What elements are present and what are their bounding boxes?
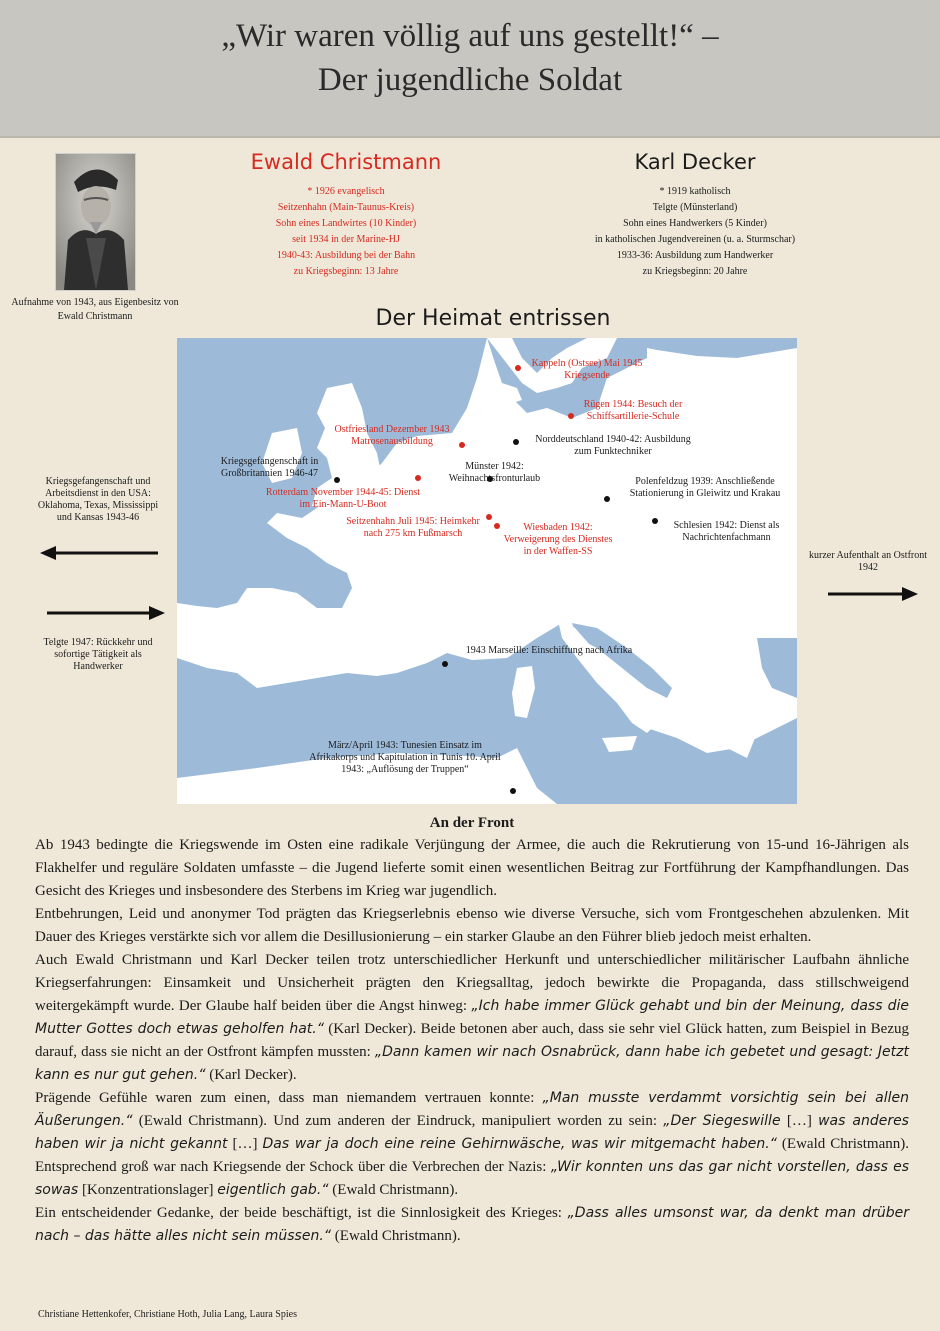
text-run: (Ewald Christmann). Und zum anderen der Eindruck, manipuliert worden zu sein: xyxy=(132,1113,664,1129)
map-label-polen: Polenfeldzug 1939: Anschließende Stationierung in Gleiwitz und Krakau xyxy=(629,476,781,499)
info-line: Telgte (Münsterland) xyxy=(652,202,738,213)
quote: „Dann kamen wir nach Osnabrück, dann habe ich gebetet und gesagt: Jetzt kann es nur gut gehen.“ xyxy=(35,1044,909,1083)
map-label-rotterdam: Rotterdam November 1944-45: Dienst im Ein-Mann-U-Boot xyxy=(265,487,421,510)
ostfront-note: kurzer Aufenthalt an Ostfront 1942 xyxy=(808,550,928,573)
info-line: zu Kriegsbeginn: 20 Jahre xyxy=(642,266,748,277)
text-run: Prägende Gefühle waren zum einen, dass man niemandem vertrauen konnte: xyxy=(35,1090,543,1106)
title-line-1: „Wir waren völlig auf uns gestellt!“ – xyxy=(221,18,719,54)
text-run: (Karl Decker). Beide betonen aber auch, dass sie sehr viel Glück hatten, zum Beispiel in Bezug darauf, dass sie nicht an der Ostfront kämpfen mussten: xyxy=(35,1021,909,1060)
map-label-kappeln: Kappeln (Ostsee) Mai 1945 Kriegsende xyxy=(531,358,643,381)
person-ewald-christmann xyxy=(236,150,456,280)
paragraph xyxy=(35,1087,909,1202)
info-line: 1940-43: Ausbildung bei der Bahn xyxy=(276,250,416,261)
map-marker-marseille xyxy=(442,661,448,667)
map-label-schlesien: Schlesien 1942: Dienst als Nachrichtenfachmann xyxy=(673,520,780,543)
text-run: […] xyxy=(780,1113,819,1129)
info-line: 1933-36: Ausbildung zum Handwerker xyxy=(616,250,774,261)
map-marker-tunis xyxy=(510,788,516,794)
map-marker-ostfriesland xyxy=(459,442,465,448)
right-arrow-icon xyxy=(45,606,165,620)
map-label-muenster: Münster 1942: Weihnachtsfronturlaub xyxy=(448,461,541,484)
right-arrow-icon xyxy=(826,587,918,601)
map-marker-rotterdam xyxy=(415,475,421,481)
quote: Das war ja doch eine reine Gehirnwäsche, was wir mitgemacht haben.“ xyxy=(262,1136,777,1152)
info-line: Sohn eines Handwerkers (5 Kinder) xyxy=(623,218,767,229)
quote: was anderes haben wir ja nicht gekannt xyxy=(35,1113,909,1152)
portrait-photo xyxy=(55,153,136,291)
info-line: * 1926 evangelisch xyxy=(307,186,385,197)
photo-caption: Aufnahme von 1943, aus Eigenbesitz von Ewald Christmann xyxy=(11,297,179,322)
text-run: Auch Ewald Christmann und Karl Decker teilen trotz unterschiedlicher Herkunft und unterschiedlicher militärischer Laufbahn ähnliche Kriegserfahrungen: Einsamkeit und Unsicherheit prägten den Kriegsalltag, jedoch bewirkte die Propaganda, dass stillschweigend weitergekämpft wurde. Der Glaube half beiden über die Angst hinweg: xyxy=(35,952,909,1014)
person-info xyxy=(236,184,456,280)
map-label-wiesbaden: Wiesbaden 1942: Verweigerung des Dienstes in der Waffen-SS xyxy=(503,522,613,557)
section-title: An der Front xyxy=(429,815,515,831)
authors: Christiane Hettenkofer, Christiane Hoth, Julia Lang, Laura Spies xyxy=(38,1309,297,1320)
text-run: [Konzentrationslager] xyxy=(78,1182,218,1198)
map-label-tunesien: März/April 1943: Tunesien Einsatz im Afrikakorps und Kapitulation in Tunis 10. April 1943: „Auflösung der Truppen“ xyxy=(309,740,501,775)
person-name: Ewald Christmann xyxy=(250,150,442,174)
map-marker-norddeutschland xyxy=(513,439,519,445)
europe-map xyxy=(177,338,797,804)
paragraph: Entbehrungen, Leid und anonymer Tod prägten das Kriegserlebnis ebenso wie diverse Versuche, sich vom Frontgeschehen abzulenken. Mit Dauer des Krieges verstärkte sich vor allem die Desillusionierung – ein starker Glaube an den Führer blieb jedoch meist erhalten. xyxy=(35,906,909,945)
telgte-note: Telgte 1947: Rückkehr und sofortige Tätigkeit als Handwerker xyxy=(43,637,153,672)
paragraph xyxy=(35,949,909,1087)
info-line: zu Kriegsbeginn: 13 Jahre xyxy=(293,266,399,277)
paragraph: Ab 1943 bedingte die Kriegswende im Osten eine radikale Verjüngung der Armee, die auch die Rekrutierung von 15-und 16-Jährigen als Flakhelfer und reguläre Soldaten umfasste – die Jugend lieferte somit einen wesentlichen Beitrag zur Fortführung der Kampfhandlungen. Das Gesicht des Krieges und insbesondere des Sterbens im Krieg war jugendlich. xyxy=(35,837,909,899)
map-marker-polen xyxy=(604,496,610,502)
text-run: (Ewald Christmann). xyxy=(331,1228,461,1244)
info-line: Sohn eines Landwirtes (10 Kinder) xyxy=(275,218,417,229)
left-arrow-icon xyxy=(40,546,160,560)
person-info xyxy=(555,184,835,280)
map-label-gb: Kriegsgefangenschaft in Großbritannien 1946-47 xyxy=(220,456,319,479)
info-line: * 1919 katholisch xyxy=(659,186,731,197)
map-label-norddeutschland: Norddeutschland 1940-42: Ausbildung zum Funktechniker xyxy=(535,434,691,457)
paragraph xyxy=(35,1202,909,1248)
page-title xyxy=(0,14,940,102)
map-marker-gb xyxy=(334,477,340,483)
info-line: in katholischen Jugendvereinen (u. a. Sturmschar) xyxy=(594,234,796,245)
quote: „Ich habe immer Glück gehabt und bin der Meinung, dass die Mutter Gottes doch etwas geholfen hat.“ xyxy=(35,998,909,1037)
map-label-ostfriesland: Ostfriesland Dezember 1943 Matrosenausbildung xyxy=(334,424,450,447)
text-run: (Ewald Christmann). Entsprechend groß war nach Kriegsende der Schock über die Verbrechen der Nazis: xyxy=(35,1136,909,1175)
quote: „Man musste verdammt vorsichtig sein bei allen Äußerungen.“ xyxy=(35,1090,909,1129)
info-line: Seitzenhahn (Main-Taunus-Kreis) xyxy=(277,202,415,213)
map-marker-schlesien xyxy=(652,518,658,524)
map-label-ruegen: Rügen 1944: Besuch der Schiffsartillerie-Schule xyxy=(583,399,683,422)
text-run: (Karl Decker). xyxy=(205,1067,297,1083)
title-line-2: Der jugendliche Soldat xyxy=(317,62,623,98)
title-banner xyxy=(0,0,940,138)
text-run: (Ewald Christmann). xyxy=(328,1182,459,1198)
quote: eigentlich gab.“ xyxy=(217,1182,329,1198)
map-title: Der Heimat entrissen xyxy=(375,306,611,331)
quote: „Wir konnten uns das gar nicht vorstellen, dass es sowas xyxy=(35,1159,909,1198)
person-name: Karl Decker xyxy=(634,150,756,174)
text-run: Ein entscheidender Gedanke, der beide beschäftigt, ist die Sinnlosigkeit des Krieges: xyxy=(35,1205,568,1221)
body-text xyxy=(35,834,909,1248)
map-label-marseille: 1943 Marseille: Einschiffung nach Afrika xyxy=(465,645,633,656)
usa-note: Kriegsgefangenschaft und Arbeitsdienst in den USA: Oklahoma, Texas, Mississippi und Kansas 1943-46 xyxy=(37,476,159,523)
person-karl-decker xyxy=(555,150,835,280)
quote: „Dass alles umsonst war, da denkt man drüber nach – das hätte alles nicht sein müssen.“ xyxy=(35,1205,909,1244)
info-line: seit 1934 in der Marine-HJ xyxy=(292,234,400,245)
text-run: […] xyxy=(227,1136,263,1152)
quote: „Der Siegeswille xyxy=(663,1113,781,1129)
map-label-seitzenhahn: Seitzenhahn Juli 1945: Heimkehr nach 275 km Fußmarsch xyxy=(346,516,480,539)
